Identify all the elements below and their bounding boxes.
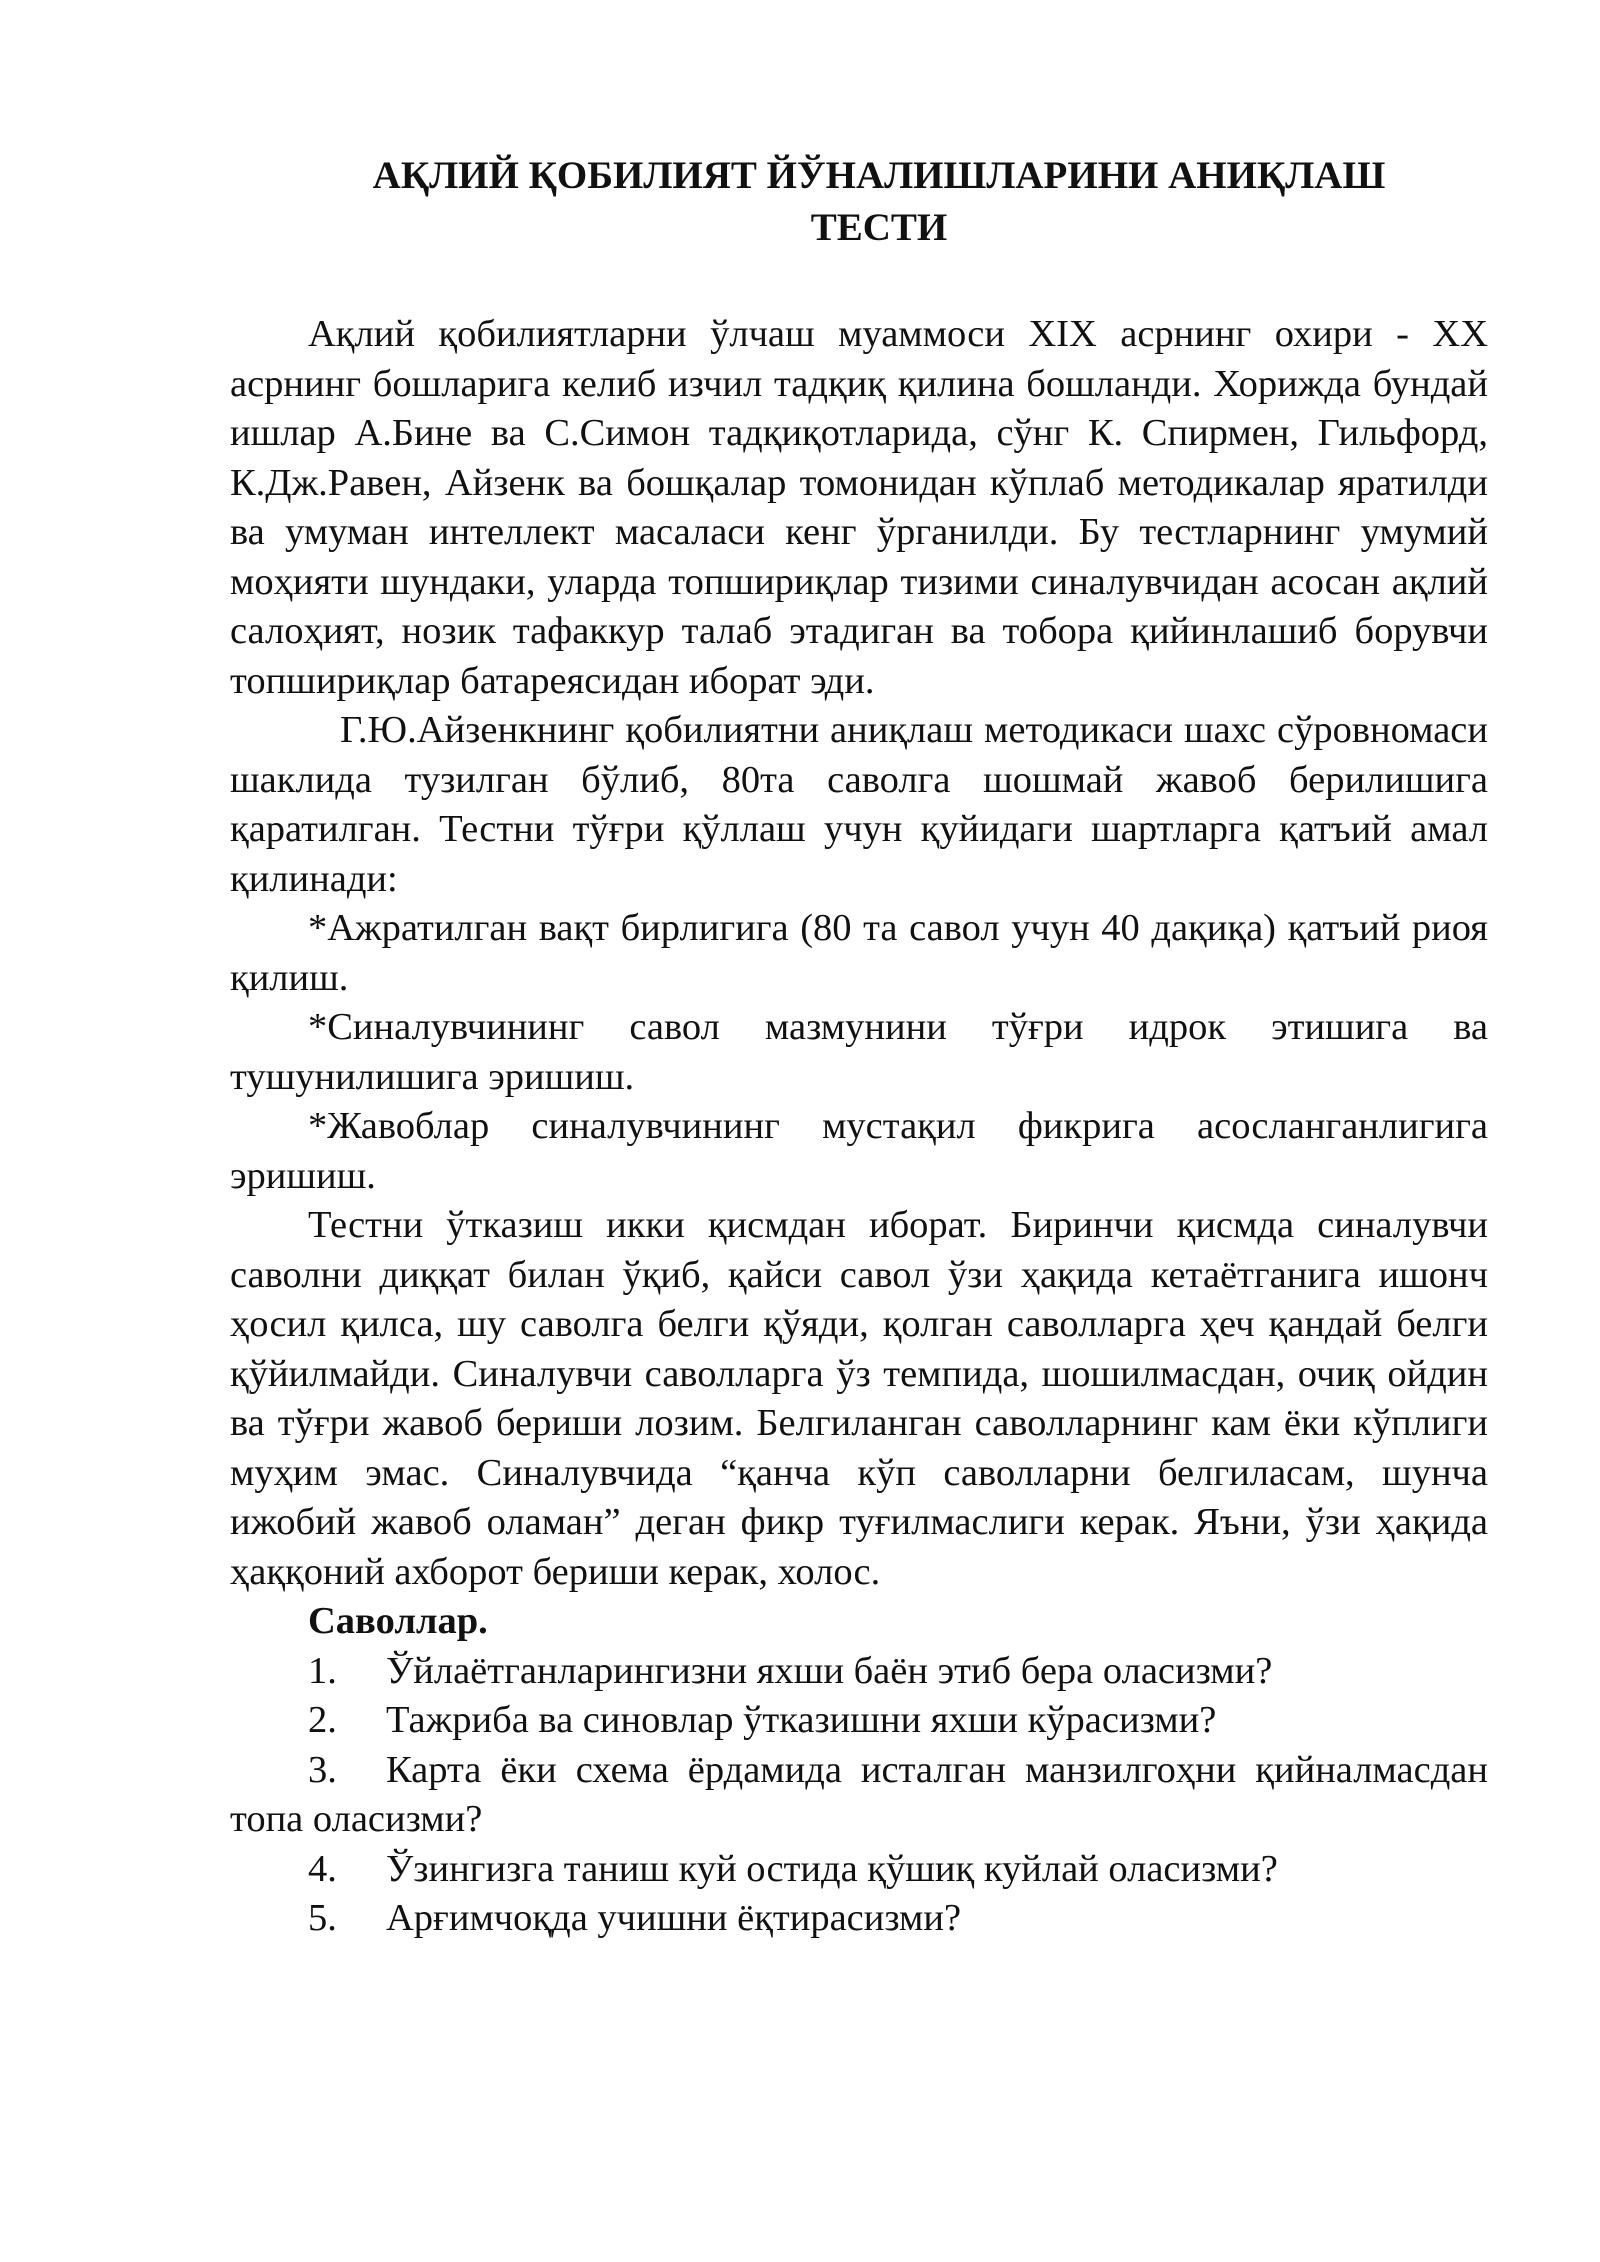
paragraph-rule-time: *Ажратилган вақт бирлигига (80 та савол учун 40 дақиқа) қатъий риоя қилиш.	[230, 907, 1488, 999]
list-item	[230, 1746, 1488, 1845]
question-number: 4.	[308, 1847, 337, 1890]
question-text: Карта ёки схема ёрдамида исталган манзилгоҳни қийналмасдан топа оласизми?	[230, 1748, 1488, 1840]
question-text: Ўйлаётганларингизни яхши баён этиб бера оласизми?	[386, 1649, 1273, 1692]
questions-list	[230, 1647, 1488, 1944]
question-number: 5.	[308, 1897, 337, 1939]
question-text: Ўзингизга таниш куй остида қўшиқ куйлай оласизми?	[386, 1847, 1278, 1890]
question-text: Арғимчоқда учишни ёқтирасизми?	[386, 1897, 962, 1939]
question-number: 2.	[308, 1699, 337, 1741]
document-title	[230, 150, 1488, 254]
questions-heading: Саволлар.	[308, 1600, 488, 1642]
paragraph-rule-comprehension: *Синалувчининг савол мазмунини тўғри идрок этишига ва тушунилишига эришиш.	[230, 1006, 1488, 1098]
document-page	[230, 150, 1488, 1944]
list-item	[230, 1696, 1488, 1746]
paragraph-rule-independence: *Жавоблар синалувчининг мустақил фикрига асосланганлигига эришиш.	[230, 1105, 1488, 1197]
paragraph-intro: Ақлий қобилиятларни ўлчаш муаммоси XIX асрнинг охири - XX асрнинг бошларига келиб изчил тадқиқ қилина бошланди. Хорижда бундай ишлар А.Бине ва С.Симон тадқиқотларида, сўнг К. Спирмен, Гильфорд, К.Дж.Равен, Айзенк ва бошқалар томонидан кўплаб методикалар яратилди ва умуман интеллект масаласи кенг ўрганилди. Бу тестларнинг умумий моҳияти шундаки, уларда топшириқлар тизими синалувчидан асосан ақлий салоҳият, нозик тафаккур талаб этадиган ва тобора қийинлашиб борувчи топшириқлар батареясидан иборат эди.	[230, 313, 1488, 702]
question-text: Тажриба ва синовлар ўтказишни яхши кўрасизми?	[386, 1699, 1217, 1741]
title-line-2: ТЕСТИ	[810, 206, 948, 249]
list-item	[230, 1845, 1488, 1895]
paragraph-eysenck: Г.Ю.Айзенкнинг қобилиятни аниқлаш методикаси шахс сўровномаси шаклида тузилган бўлиб, 80та саволга шошмай жавоб берилишига қаратилган. Тестни тўғри қўллаш учун қуйидаги шартларга қатъий амал қилинади:	[230, 709, 1488, 900]
list-item	[230, 1894, 1488, 1944]
list-item	[230, 1647, 1488, 1697]
title-line-1: АҚЛИЙ ҚОБИЛИЯТ ЙЎНАЛИШЛАРИНИ АНИҚЛАШ	[372, 154, 1386, 197]
question-number: 3.	[308, 1748, 337, 1791]
paragraph-procedure: Тестни ўтказиш икки қисмдан иборат. Биринчи қисмда синалувчи саволни диққат билан ўқиб, қайси савол ўзи ҳақида кетаётганига ишонч ҳосил қилса, шу саволга белги қўяди, қолган саволларга ҳеч қандай белги қўйилмайди. Синалувчи саволларга ўз темпида, шошилмасдан, очиқ ойдин ва тўғри жавоб бериши лозим. Белгиланган саволларнинг кам ёки кўплиги муҳим эмас. Синалувчида “қанча кўп саволларни белгиласам, шунча ижобий жавоб оламан” деган фикр туғилмаслиги керак. Яъни, ўзи ҳақида ҳаққоний ахборот бериши керак, холос.	[230, 1204, 1488, 1593]
question-number: 1.	[308, 1649, 337, 1692]
